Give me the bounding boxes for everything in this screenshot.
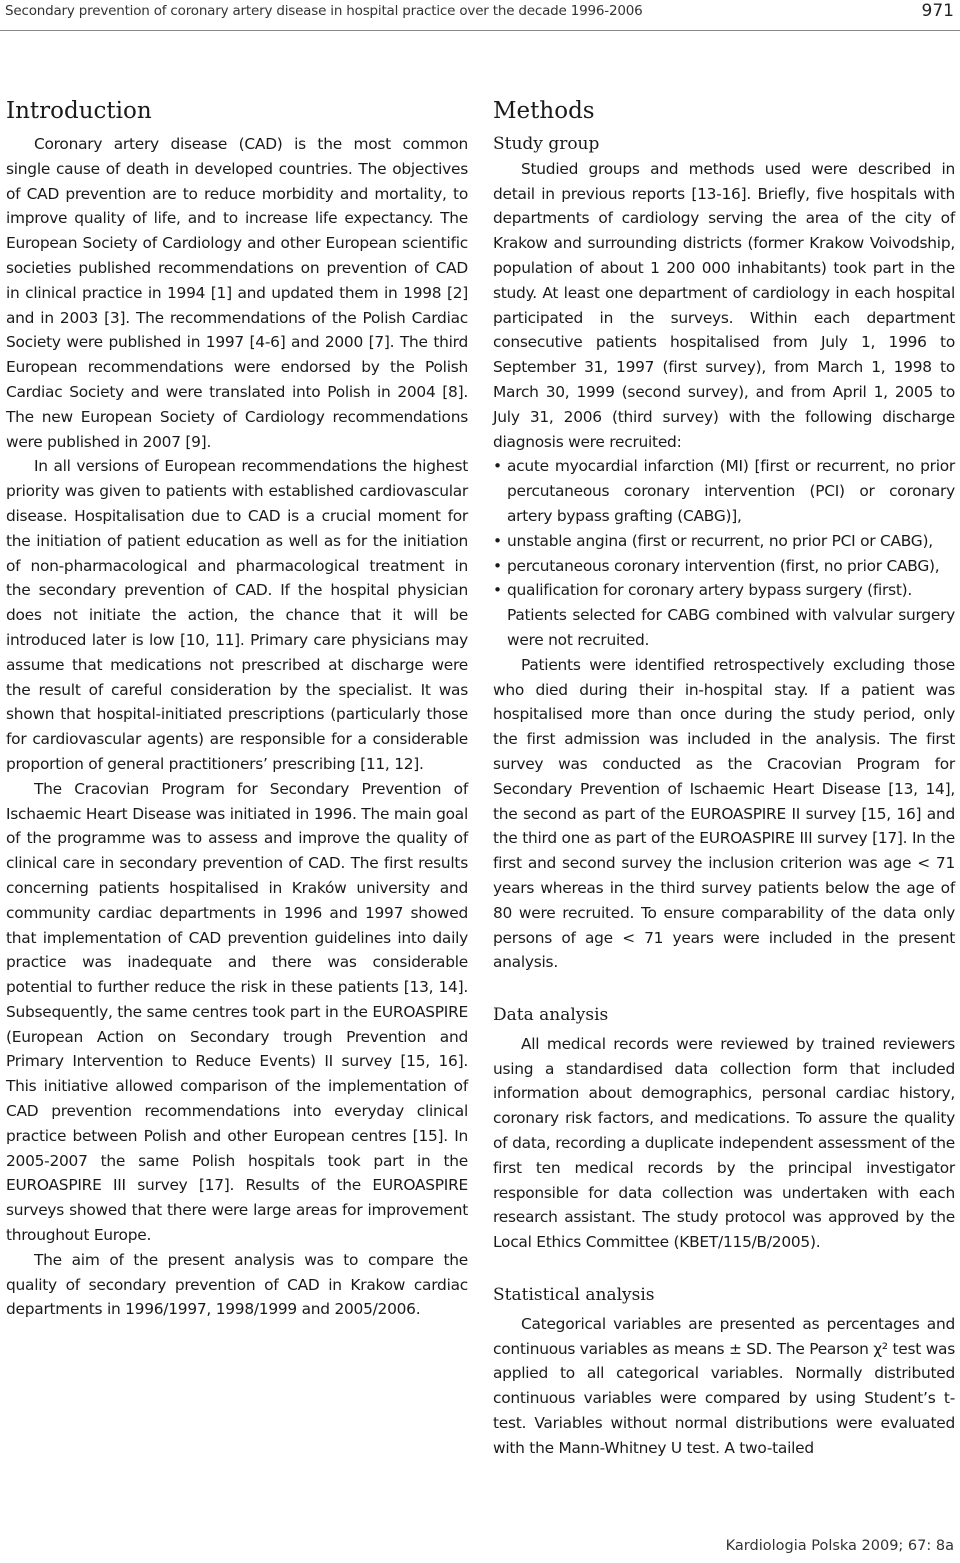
left-column — [6, 95, 468, 1322]
right-column — [493, 95, 955, 1461]
list-item — [493, 529, 955, 554]
data-analysis-heading: Data analysis — [493, 1005, 609, 1026]
list-item-text: qualification for coronary artery bypass surgery (first). — [507, 581, 913, 600]
list-item — [493, 578, 955, 652]
running-header — [0, 0, 960, 31]
list-item — [493, 454, 955, 528]
methods-heading: Methods — [493, 98, 595, 124]
bullet-icon: • — [493, 457, 502, 476]
list-item-text: unstable angina (first or recurrent, no prior PCI or CABG), — [507, 531, 933, 550]
section-spacer — [493, 975, 955, 1003]
study-group-heading: Study group — [493, 134, 600, 154]
list-item-text: acute myocardial infarction (MI) [first or recurrent, no prior percutaneous coronary intervention (PCI) or coronary artery bypass grafting (CABG)], — [507, 457, 955, 525]
data-analysis-paragraph: All medical records were reviewed by trained reviewers using a standardised data collection form that included information about demographics, personal cardiac history, coronary risk factors, and medications. To assure the quality of data, recording a duplicate independent assessment of the first ten medical records by the principal investigator responsible for data collection was undertaken with each research assistant. The study protocol was approved by the Local Ethics Committee (KBET/115/B/2005). — [493, 1034, 955, 1252]
list-item — [493, 554, 955, 579]
bullet-icon: • — [493, 531, 502, 550]
bullet-icon: • — [493, 581, 502, 600]
bullet-icon: • — [493, 556, 502, 575]
study-group-paragraph: Studied groups and methods used were described in detail in previous reports [13-16]. Briefly, five hospitals with departments of cardiology serving the area of the city of Krakow and surrounding districts (former Krakow Voivodship, population of about 1 200 000 inhabitants) took part in the study. At least one department of cardiology in each hospital participated in the surveys. Within each department consecutive patients hospitalised from July 1, 1996 to September 31, 1997 (first survey), from March 1, 1998 to March 30, 1999 (second survey), and from April 1, 2005 to July 31, 2006 (third survey) with the following discharge diagnosis were recruited: — [493, 159, 955, 451]
list-note: Patients selected for CABG combined with valvular surgery were not recruited. — [507, 606, 955, 649]
statistical-analysis-heading: Statistical analysis — [493, 1285, 655, 1306]
journal-reference: Kardiologia Polska 2009; 67: 8a — [725, 1538, 954, 1554]
intro-paragraph-2: In all versions of European recommendations the highest priority was given to patients with established cardiovascular disease. Hospitalisation due to CAD is a crucial moment for the initiation of patient education as well as for the initiation of non-pharmacological and pharmacological treatment in the secondary prevention of CAD. If the hospital physician does not initiate the action, the chance that it will be introduced later is low [10, 11]. Primary care physicians may assume that medications not prescribed at discharge were the result of careful consideration by the specialist. It was shown that hospital-initiated prescriptions (particularly those for cardiovascular agents) are responsible for a considerable proportion of general practitioners’ prescribing [11, 12]. — [6, 457, 468, 773]
list-item-text: percutaneous coronary intervention (first, no prior CABG), — [507, 556, 940, 575]
section-spacer — [493, 1255, 955, 1283]
intro-paragraph-1: Coronary artery disease (CAD) is the most common single cause of death in developed countries. The objectives of CAD prevention are to reduce morbidity and mortality, to improve quality of life, and to increase life expectancy. The European Society of Cardiology and other European scientific societies published recommendations on prevention of CAD in clinical practice in 1994 [1] and updated them in 1998 [2] and in 2003 [3]. The recommendations of the Polish Cardiac Society were published in 1997 [4-6] and 2000 [7]. The third European recommendations were endorsed by the Polish Cardiac Society and were translated into Polish in 2004 [8]. The new European Society of Cardiology recommendations were published in 2007 [9]. — [6, 135, 468, 451]
study-group-paragraph-2: Patients were identified retrospectively excluding those who died during their in-hospital stay. If a patient was hospitalised more than once during the study period, only the first admission was included in the analysis. The first survey was conducted as the Cracovian Program for Secondary Prevention of Ischaemic Heart Disease [13, 14], the second as part of the EUROASPIRE II survey [15, 16] and the third one as part of the EUROASPIRE III survey [17]. In the first and second survey the inclusion criterion was age < 71 years whereas in the third survey patients below the age of 80 were recruited. To ensure comparability of the data only persons of age < 71 years were included in the present analysis. — [493, 655, 955, 972]
statistical-analysis-paragraph: Categorical variables are presented as percentages and continuous variables as means ± SD. The Pearson χ² test was applied to all categorical variables. Normally distributed continuous variables were compared by using Student’s t-test. Variables without normal distributions were evaluated with the Mann-Whitney U test. A two-tailed — [493, 1314, 955, 1457]
intro-paragraph-3: The Cracovian Program for Secondary Prevention of Ischaemic Heart Disease was initiated in 1996. The main goal of the programme was to assess and improve the quality of clinical care in secondary prevention of CAD. The first results concerning patients hospitalised in Kraków university and community cardiac departments in 1996 and 1997 showed that implementation of CAD prevention guidelines into daily practice was inadequate and there was considerable potential to further reduce the risk in these patients [13, 14]. Subsequently, the same centres took part in the EUROASPIRE (European Action on Secondary trough Prevention and Primary Intervention to Reduce Events) II survey [15, 16]. This initiative allowed comparison of the implementation of CAD prevention recommendations into everyday clinical practice between Polish and other European centres [15]. In 2005-2007 the same Polish hospitals took part in the EUROASPIRE III survey [17]. Results of the EUROASPIRE surveys showed that there were large areas for improvement throughout Europe. — [6, 779, 468, 1245]
intro-paragraph-4: The aim of the present analysis was to compare the quality of secondary prevention of CAD in Krakow cardiac departments in 1996/1997, 1998/1999 and 2005/2006. — [6, 1250, 468, 1319]
introduction-heading: Introduction — [6, 98, 152, 124]
running-title: Secondary prevention of coronary artery disease in hospital practice over the decade 1996-2006 — [5, 3, 643, 19]
page-number: 971 — [921, 1, 954, 21]
recruitment-criteria-list — [493, 454, 955, 652]
